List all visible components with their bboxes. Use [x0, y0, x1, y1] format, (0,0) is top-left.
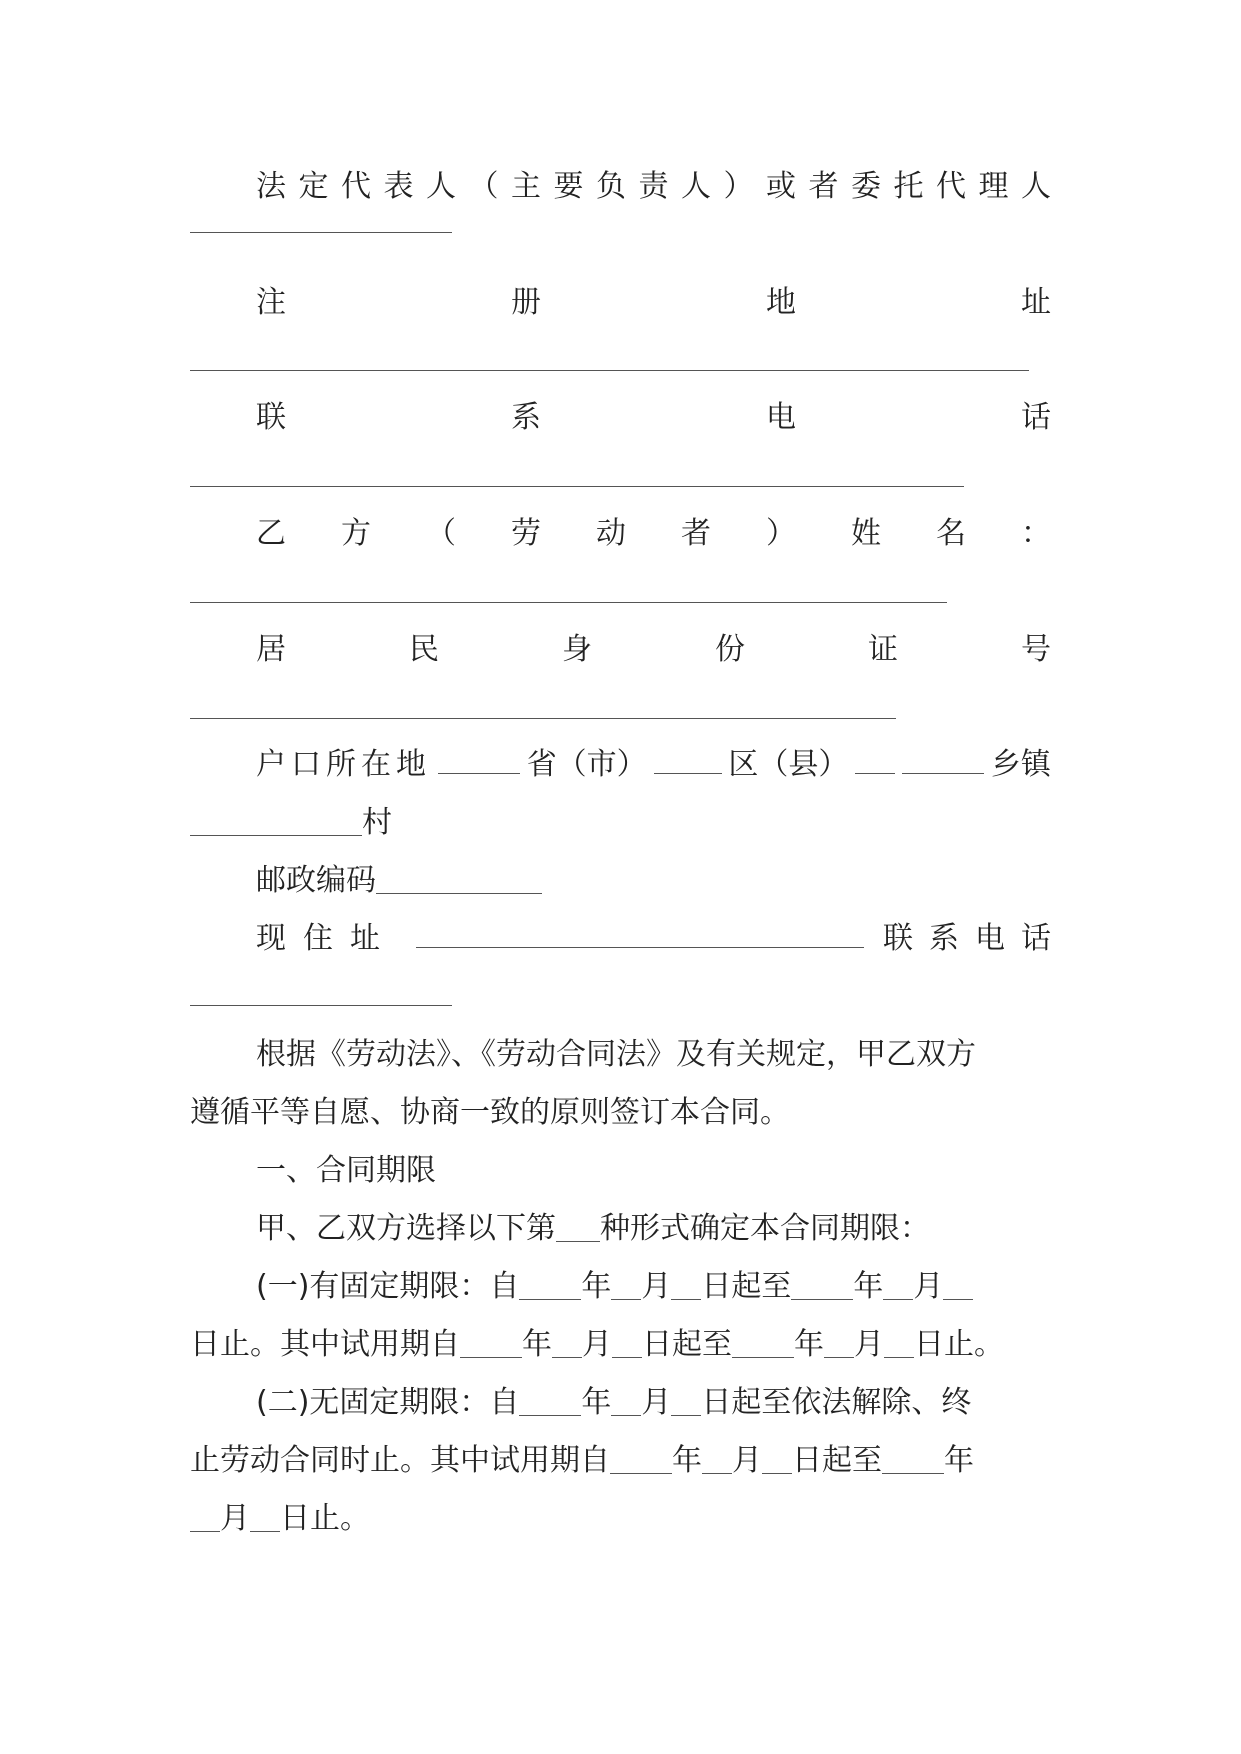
open-trial-end-day[interactable] — [250, 1503, 280, 1532]
intro-line-1: 根据《劳动法》、《劳动合同法》及有关规定，甲乙双方 — [256, 1037, 976, 1072]
postcode-label: 邮政编码 — [256, 863, 376, 898]
worker-phone-blank[interactable] — [190, 1005, 452, 1006]
fixed-trial-end-day[interactable] — [884, 1329, 914, 1358]
worker-name-blank[interactable] — [190, 602, 947, 603]
open-trial-start-day[interactable] — [762, 1445, 792, 1474]
open-term-line-2: 止劳动合同时止。其中试用期自 年 月 日起至 年 — [190, 1443, 974, 1478]
employer-phone-blank[interactable] — [190, 486, 964, 487]
open-start-day[interactable] — [671, 1387, 701, 1416]
hukou-town-blank[interactable] — [902, 745, 984, 774]
open-trial-end-month[interactable] — [190, 1503, 220, 1532]
hukou-district-label: 区（县） — [728, 747, 849, 782]
hukou-village-line — [190, 803, 1051, 843]
fixed-trial-start-year[interactable] — [460, 1329, 522, 1358]
open-term-line-3: 月 日止。 — [190, 1499, 1051, 1539]
legal-rep-blank[interactable] — [190, 232, 452, 233]
fixed-trial-start-month[interactable] — [552, 1329, 582, 1358]
term-choice-line: 甲、乙双方选择以下第 种形式确定本合同期限： — [256, 1211, 930, 1246]
fixed-end-day[interactable] — [943, 1271, 973, 1300]
hukou-village-blank[interactable] — [190, 807, 362, 836]
fixed-trial-end-month[interactable] — [824, 1329, 854, 1358]
reg-address-blank[interactable] — [190, 370, 1029, 371]
section-heading: 一、合同期限 — [256, 1153, 436, 1188]
current-address-label: 现住址 — [256, 921, 397, 956]
reg-address-label: 注 册 地 址 — [256, 285, 1051, 320]
hukou-village-label: 村 — [362, 805, 392, 840]
employer-phone-label: 联 系 电 话 — [256, 400, 1051, 435]
id-number-blank[interactable] — [190, 718, 896, 719]
hukou-town-label: 乡镇 — [990, 747, 1051, 782]
hukou-line — [256, 745, 1051, 785]
open-term-line-1: (二)无固定期限：自 年 月 日起至依法解除、终 — [256, 1385, 972, 1420]
fixed-end-month[interactable] — [883, 1271, 913, 1300]
current-address-line — [256, 919, 1067, 959]
worker-phone-label: 联系电话 — [883, 921, 1067, 956]
open-start-year[interactable] — [519, 1387, 581, 1416]
id-number-label: 居 民 身 份 证 号 — [256, 632, 1051, 667]
fixed-end-year[interactable] — [791, 1271, 853, 1300]
hukou-province-blank[interactable] — [438, 745, 520, 774]
worker-name-label: 乙 方 （ 劳 动 者 ） 姓 名 ： — [256, 516, 1051, 551]
current-address-blank[interactable] — [416, 919, 864, 948]
fixed-start-day[interactable] — [671, 1271, 701, 1300]
hukou-label: 户口所在地 — [256, 747, 431, 782]
hukou-province-label: 省（市） — [526, 747, 647, 782]
postcode-line — [256, 861, 1051, 901]
fixed-trial-end-year[interactable] — [732, 1329, 794, 1358]
fixed-term-line-1: (一)有固定期限：自 年 月 日起至 年 月 — [256, 1267, 1051, 1307]
open-trial-start-year[interactable] — [610, 1445, 672, 1474]
hukou-district-blank[interactable] — [654, 745, 722, 774]
legal-rep-label: 法 定 代 表 人 （ 主 要 负 责 人 ） 或 者 委 托 代 理 人 — [256, 169, 1051, 204]
open-trial-start-month[interactable] — [702, 1445, 732, 1474]
fixed-start-year[interactable] — [519, 1271, 581, 1300]
hukou-gap-blank[interactable] — [855, 745, 895, 774]
fixed-start-month[interactable] — [611, 1271, 641, 1300]
open-trial-end-year[interactable] — [882, 1445, 944, 1474]
fixed-trial-start-day[interactable] — [612, 1329, 642, 1358]
open-start-month[interactable] — [611, 1387, 641, 1416]
term-choice-blank[interactable] — [556, 1213, 600, 1242]
intro-line-2: 遵循平等自愿、协商一致的原则签订本合同。 — [190, 1095, 790, 1130]
postcode-blank[interactable] — [376, 865, 542, 894]
fixed-term-line-2: 日止。其中试用期自 年 月 日起至 年 月 日止。 — [190, 1327, 1004, 1362]
